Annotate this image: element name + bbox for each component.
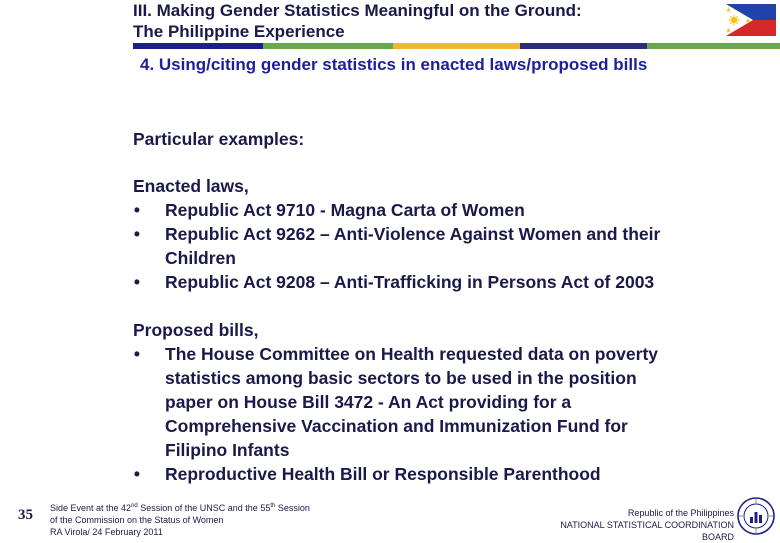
slide-title-line1: III. Making Gender Statistics Meaningful on the Ground: <box>133 1 582 20</box>
bullet: • <box>133 464 141 484</box>
enacted-laws-heading: Enacted laws, <box>133 176 249 196</box>
list-item: • Republic Act 9262 – Anti-Violence Against Women and their <box>133 222 660 246</box>
divider-bar-segment <box>263 43 393 49</box>
footer-org-line3: BOARD <box>701 532 734 542</box>
list-item-continuation: statistics among basic sectors to be used in the position <box>165 368 637 388</box>
list-item-continuation: Comprehensive Vaccination and Immunization Fund for <box>165 416 628 436</box>
footer-event-info <box>50 502 310 538</box>
section-subtitle: 4. Using/citing gender statistics in enacted laws/proposed bills <box>140 55 648 74</box>
list-item: • Republic Act 9710 - Magna Carta of Women <box>133 198 660 222</box>
list-item: • Republic Act 9208 – Anti-Trafficking in Persons Act of 2003 <box>133 270 660 294</box>
footer-org-line1: Republic of the Philippines <box>627 508 734 518</box>
footer-event-line1: Side Event at the 42nd Session of the UNSC and the 55th Session <box>50 503 310 513</box>
slide-title <box>133 0 582 42</box>
bullet: • <box>133 344 141 364</box>
divider-bar-segment <box>647 43 780 49</box>
nscb-seal-icon <box>737 497 775 535</box>
bullet: • <box>133 272 141 292</box>
particular-examples-heading: Particular examples: <box>133 129 305 149</box>
list-item-continuation: Filipino Infants <box>165 440 290 460</box>
list-item-continuation: paper on House Bill 3472 - An Act providing for a <box>165 392 572 412</box>
footer-event-line2: of the Commission on the Status of Women <box>50 515 224 525</box>
philippine-flag-icon <box>726 4 776 36</box>
list-item: • Reproductive Health Bill or Responsible Parenthood <box>133 462 658 486</box>
divider-bar-segment <box>520 43 647 49</box>
bullet: • <box>133 224 141 244</box>
footer-event-line3: RA Virola/ 24 February 2011 <box>50 527 163 537</box>
proposed-bills-heading: Proposed bills, <box>133 320 259 340</box>
footer-organization <box>560 507 734 543</box>
footer-org-line2: NATIONAL STATISTICAL COORDINATION <box>560 520 734 530</box>
enacted-laws-section <box>133 174 660 294</box>
bullet: • <box>133 200 141 220</box>
proposed-bills-section <box>133 318 658 486</box>
list-item: • The House Committee on Health requested data on poverty <box>133 342 658 366</box>
divider-bar-segment <box>133 43 263 49</box>
divider-bar-segment <box>393 43 520 49</box>
slide-number: 35 <box>18 507 33 523</box>
list-item-continuation: Children <box>165 248 236 268</box>
slide-title-line2: The Philippine Experience <box>133 22 345 41</box>
